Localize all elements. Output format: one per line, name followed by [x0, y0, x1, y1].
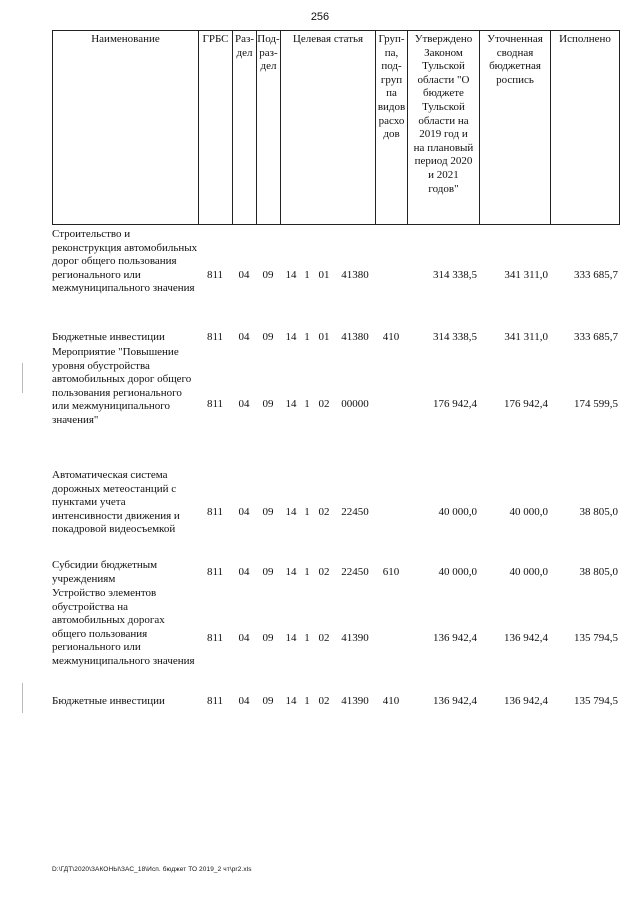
cell-refined: 136 942,4	[504, 695, 548, 707]
cell-refined: 40 000,0	[509, 506, 548, 518]
cell-podrazdel: 09	[262, 566, 274, 578]
cell-executed: 135 794,5	[574, 695, 618, 707]
cell-target-3: 02	[318, 506, 330, 518]
cell-grbs: 811	[206, 331, 224, 343]
cell-refined: 136 942,4	[504, 632, 548, 644]
cell-approved: 40 000,0	[438, 566, 477, 578]
cell-executed: 38 805,0	[579, 506, 618, 518]
header-grbs: ГРБС	[198, 30, 232, 225]
cell-executed: 174 599,5	[574, 398, 618, 410]
cell-target-4: 00000	[341, 398, 369, 410]
cell-razdel: 04	[238, 331, 250, 343]
cell-razdel: 04	[238, 269, 250, 281]
cell-executed: 333 685,7	[574, 331, 618, 343]
cell-approved: 40 000,0	[438, 506, 477, 518]
cell-executed: 135 794,5	[574, 632, 618, 644]
row-name: Бюджетные инвестиции	[52, 695, 165, 707]
cell-razdel: 04	[238, 566, 250, 578]
cell-target-3: 01	[318, 331, 330, 343]
cell-razdel: 04	[238, 632, 250, 644]
cell-grbs: 811	[206, 506, 224, 518]
cell-target-4: 22450	[341, 506, 369, 518]
cell-grbs: 811	[206, 398, 224, 410]
file-path-footer: D:\ГДТ\2020\ЗАКОНЫ\ЗАС_18\Исп. бюджет ТО 2019_2 чт\pr2.xls	[52, 866, 252, 873]
cell-target-3: 02	[318, 398, 330, 410]
header-refined: Уточненная сводная бюджетная роспись	[479, 30, 550, 225]
header-razdel: Раз- дел	[232, 30, 256, 225]
cell-target-4: 22450	[341, 566, 369, 578]
row-name: Мероприятие "Повышение уровня обустройства автомобильных дорог общего пользования регионального или межмуниципального значения"	[52, 346, 192, 426]
cell-podrazdel: 09	[262, 269, 274, 281]
cell-refined: 341 311,0	[504, 331, 548, 343]
cell-target-2: 1	[304, 506, 310, 518]
cell-refined: 176 942,4	[504, 398, 548, 410]
cell-target-4: 41390	[341, 632, 369, 644]
cell-approved: 136 942,4	[433, 695, 477, 707]
cell-razdel: 04	[238, 398, 250, 410]
cell-target-3: 01	[318, 269, 330, 281]
cell-refined: 40 000,0	[509, 566, 548, 578]
cell-target-1: 14	[285, 506, 297, 518]
page-number: 256	[310, 11, 330, 23]
cell-podrazdel: 09	[262, 632, 274, 644]
cell-grbs: 811	[206, 269, 224, 281]
header-target: Целевая статья	[280, 30, 375, 225]
cell-target-3: 02	[318, 695, 330, 707]
cell-target-1: 14	[285, 398, 297, 410]
cell-target-2: 1	[304, 398, 310, 410]
cell-target-2: 1	[304, 566, 310, 578]
row-name: Бюджетные инвестиции	[52, 331, 165, 343]
cell-target-1: 14	[285, 269, 297, 281]
header-name: Наименование	[52, 30, 198, 225]
cell-target-1: 14	[285, 331, 297, 343]
header-executed: Исполнено	[550, 30, 620, 225]
cell-target-1: 14	[285, 695, 297, 707]
cell-target-4: 41390	[341, 695, 369, 707]
cell-target-3: 02	[318, 566, 330, 578]
cell-target-2: 1	[304, 695, 310, 707]
cell-executed: 333 685,7	[574, 269, 618, 281]
cell-podrazdel: 09	[262, 506, 274, 518]
cell-target-1: 14	[285, 632, 297, 644]
cell-group: 610	[382, 566, 400, 578]
cell-target-4: 41380	[341, 269, 369, 281]
header-approved: Утверждено Законом Тульской области "О бюджете Тульской области на 2019 год и на плановый период 2020 и 2021 годов"	[407, 30, 479, 225]
row-name: Субсидии бюджетным учреждениям	[52, 559, 158, 585]
cell-target-4: 41380	[341, 331, 369, 343]
row-name: Автоматическая система дорожных метеостанций с пунктами учета интенсивности движения и покадровой видеосъемкой	[52, 469, 180, 536]
cell-grbs: 811	[206, 566, 224, 578]
cell-approved: 176 942,4	[433, 398, 477, 410]
scan-margin-mark	[22, 363, 23, 393]
row-name: Устройство элементов обустройства на автомобильных дорогах общего пользования регионального или межмуниципального значения	[52, 587, 195, 667]
cell-group: 410	[382, 331, 400, 343]
scan-margin-mark	[22, 683, 23, 713]
cell-podrazdel: 09	[262, 331, 274, 343]
cell-refined: 341 311,0	[504, 269, 548, 281]
row-name: Строительство и реконструкция автомобильных дорог общего пользования регионального или межмуниципального значения	[52, 228, 198, 295]
cell-approved: 314 338,5	[433, 331, 477, 343]
header-group: Груп- па, под- груп па видов расхо дов	[375, 30, 407, 225]
cell-group: 410	[382, 695, 400, 707]
cell-executed: 38 805,0	[579, 566, 618, 578]
cell-approved: 136 942,4	[433, 632, 477, 644]
cell-target-2: 1	[304, 632, 310, 644]
cell-grbs: 811	[206, 695, 224, 707]
cell-target-2: 1	[304, 331, 310, 343]
cell-target-2: 1	[304, 269, 310, 281]
cell-target-1: 14	[285, 566, 297, 578]
cell-razdel: 04	[238, 695, 250, 707]
cell-podrazdel: 09	[262, 398, 274, 410]
cell-razdel: 04	[238, 506, 250, 518]
cell-podrazdel: 09	[262, 695, 274, 707]
cell-grbs: 811	[206, 632, 224, 644]
header-podrazdel: Под- раз- дел	[256, 30, 280, 225]
cell-approved: 314 338,5	[433, 269, 477, 281]
cell-target-3: 02	[318, 632, 330, 644]
